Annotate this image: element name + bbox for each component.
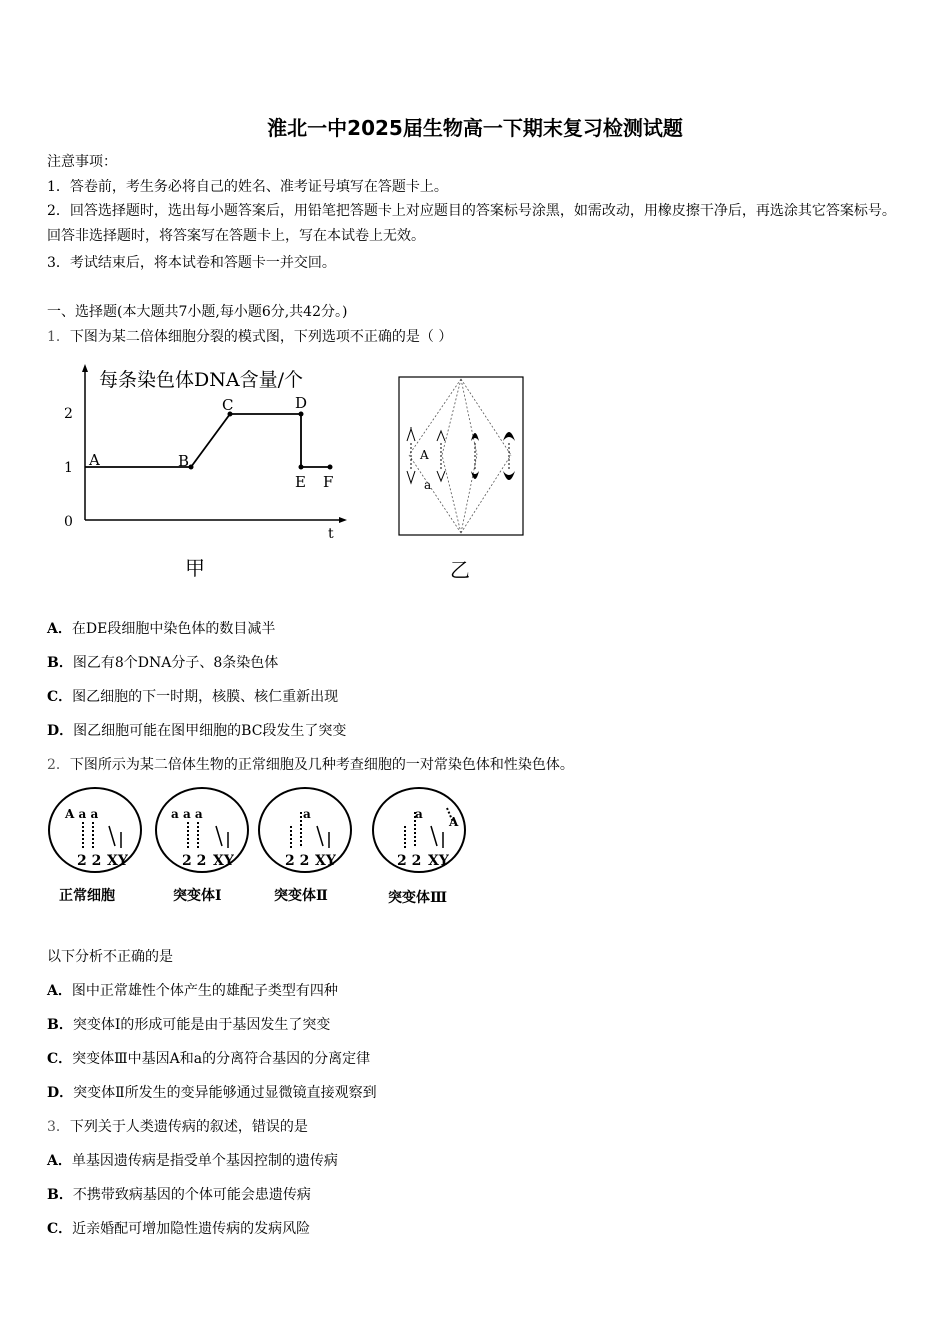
cell-mutant-2 [259, 788, 351, 904]
cell-division-diagram [395, 375, 530, 590]
question-number: 3． [47, 1119, 70, 1135]
dna-curve [85, 414, 330, 467]
mutant-cells-figure [45, 782, 475, 912]
question-number: 2． [47, 757, 70, 773]
point-d-label: D [295, 394, 308, 412]
q2-lead: 以下分析不正确的是 [47, 949, 173, 965]
cell-normal [49, 788, 141, 904]
section-heading: 一、选择题(本大题共7小题,每小题6分,共42分。) [47, 304, 348, 320]
y-axis-arrow [82, 364, 88, 372]
question-stem: 下图所示为某二倍体生物的正常细胞及几种考查细胞的一对常染色体和性染色体。 [69, 757, 574, 773]
cell-caption: 乙 [450, 558, 470, 582]
gene-a-label: a [424, 478, 432, 492]
cell-outline [399, 377, 523, 535]
svg-text:突变体Ⅲ: 突变体Ⅲ [388, 890, 448, 906]
notice-heading: 注意事项： [47, 154, 117, 170]
x-axis-label: t [328, 526, 334, 542]
q1-option-a: A．在DE段细胞中染色体的数目减半 [47, 621, 276, 637]
svg-text:XY: XY [315, 853, 336, 869]
x-axis-arrow [339, 517, 347, 523]
question-stem: 下图为某二倍体细胞分裂的模式图，下列选项不正确的是（ ） [69, 329, 453, 345]
point-e-label: E [295, 473, 306, 491]
svg-text:正常细胞: 正常细胞 [59, 888, 115, 904]
page-title: 淮北一中2025届生物高一下期末复习检测试题 [267, 116, 683, 140]
svg-text:XY: XY [213, 853, 234, 869]
notice-item-2: 2．回答选择题时，选出每小题答案后，用铅笔把答题卡上对应题目的答案标号涂黑，如需改动，用橡皮擦干净后，再选涂其它答案标号。回答非选择题时，将答案写在答题卡上，写在本试卷上无效。 [47, 203, 896, 244]
question-2 [47, 755, 574, 775]
svg-text:a: a [415, 807, 423, 821]
tick-2: 2 [64, 406, 73, 422]
tick-0: 0 [64, 514, 73, 530]
gene-A-label: A [420, 448, 429, 462]
q2-option-d: D．突变体Ⅱ所发生的变异能够通过显微镜直接观察到 [47, 1085, 377, 1101]
right-chromosomes [471, 432, 515, 480]
tick-1: 1 [64, 460, 73, 476]
graph-caption: 甲 [185, 556, 205, 580]
svg-text:突变体Ⅰ: 突变体Ⅰ [173, 888, 222, 904]
question-1 [47, 327, 452, 347]
q3-option-c: C．近亲婚配可增加隐性遗传病的发病风险 [47, 1221, 311, 1237]
svg-text:A a a: A a a [65, 807, 99, 821]
svg-text:2 2: 2 2 [182, 853, 207, 869]
point-d-dot [299, 412, 304, 417]
cell-mutant-3 [373, 788, 465, 906]
point-f-dot [328, 465, 333, 470]
svg-text:2 2: 2 2 [285, 853, 310, 869]
svg-text:2 2: 2 2 [77, 853, 102, 869]
svg-text:a a a: a a a [171, 807, 203, 821]
q2-option-b: B．突变体Ⅰ的形成可能是由于基因发生了突变 [47, 1017, 331, 1033]
notice-item-3: 3．考试结束后，将本试卷和答题卡一并交回。 [47, 255, 336, 271]
point-b-dot [189, 465, 194, 470]
q1-option-b: B．图乙有8个DNA分子、8条染色体 [47, 655, 279, 671]
notice-item-1: 1．答卷前，考生务必将自己的姓名、准考证号填写在答题卡上。 [47, 179, 448, 195]
point-b-label: B [178, 452, 190, 470]
q1-option-d: D．图乙细胞可能在图甲细胞的BC段发生了突变 [47, 723, 347, 739]
q2-option-c: C．突变体Ⅲ中基因A和a的分离符合基因的分离定律 [47, 1051, 371, 1067]
dna-content-graph [55, 362, 355, 587]
svg-text:a: a [303, 807, 311, 821]
point-a-label: A [89, 451, 100, 469]
svg-text:2 2: 2 2 [397, 853, 422, 869]
question-stem: 下列关于人类遗传病的叙述，错误的是 [69, 1119, 308, 1135]
q1-option-c: C．图乙细胞的下一时期，核膜、核仁重新出现 [47, 689, 339, 705]
q3-option-a: A．单基因遗传病是指受单个基因控制的遗传病 [47, 1153, 338, 1169]
question-3 [47, 1117, 308, 1137]
svg-text:A: A [449, 815, 459, 829]
point-f-label: F [323, 473, 334, 491]
svg-text:XY: XY [428, 853, 449, 869]
point-c-label: C [222, 396, 234, 414]
q2-option-a: A．图中正常雄性个体产生的雄配子类型有四种 [47, 983, 338, 999]
point-e-dot [299, 465, 304, 470]
cell-mutant-1 [156, 788, 248, 904]
q3-option-b: B．不携带致病基因的个体可能会患遗传病 [47, 1187, 311, 1203]
y-axis-label: 每条染色体DNA含量/个 [99, 369, 303, 391]
question-number: 1． [47, 329, 70, 345]
svg-text:XY: XY [107, 853, 128, 869]
svg-text:突变体Ⅱ: 突变体Ⅱ [274, 888, 328, 904]
